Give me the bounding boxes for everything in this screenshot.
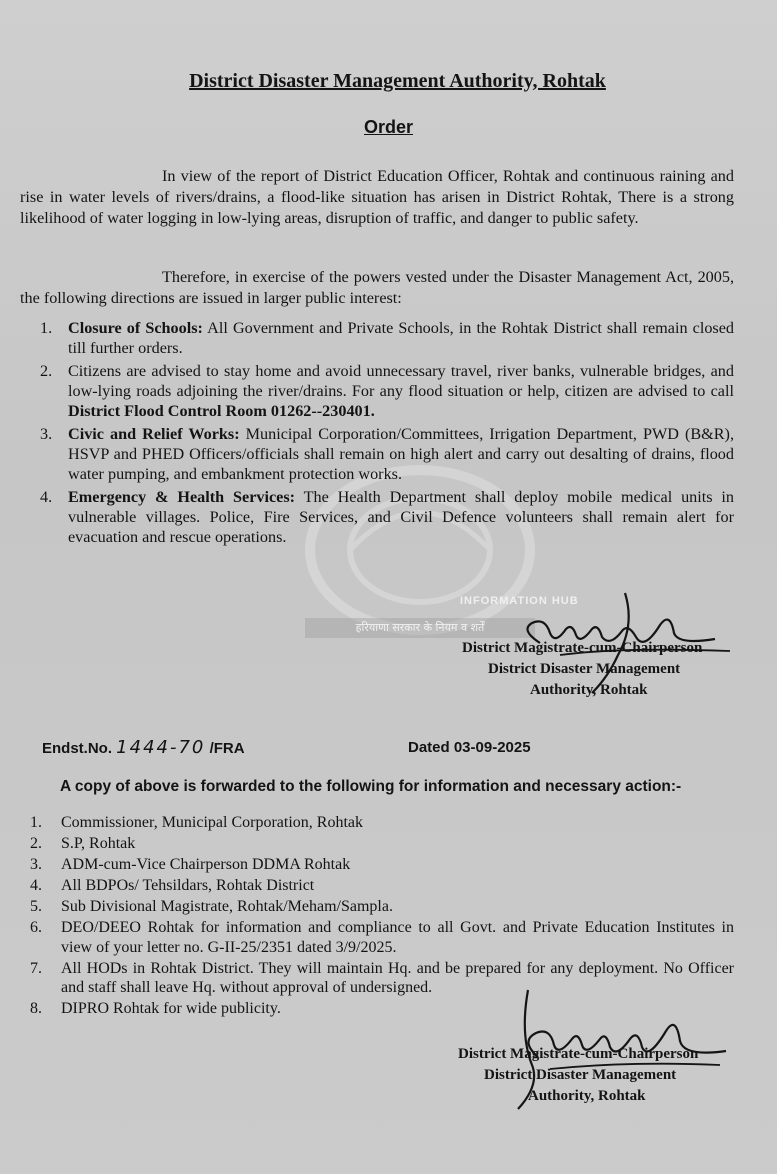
recipient-number: 6. [30, 919, 42, 936]
recipient-number: 3. [30, 856, 42, 873]
endst-handwritten-number: 1444-70 [116, 737, 206, 758]
direction-text: Citizens are advised to stay home and avoid unnecessary travel, river banks, vulnerable bridges, and low-lying roads adjoining the river/drains. For any flood situation or help, citizen are advised to call [68, 362, 734, 400]
recipient-item [30, 813, 734, 833]
endst-suffix: /FRA [209, 740, 245, 757]
recipient-number: 1. [30, 814, 42, 831]
recipient-text: All HODs in Rohtak District. They will maintain Hq. and be prepared for any deployment. No Officer and staff shall leave Hq. without approval of undersigned. [61, 959, 734, 996]
direction-item [26, 361, 734, 421]
direction-heading: Closure of Schools: [68, 319, 203, 337]
endst-label: Endst.No. [42, 740, 112, 757]
recipient-text: DIPRO Rohtak for wide publicity. [61, 1000, 281, 1017]
recipient-text: DEO/DEEO Rohtak for information and compliance to all Govt. and Private Education Institutes in view of your letter no. G-II-25/2351 dated 3/9/2025. [61, 919, 734, 956]
recipient-item [30, 897, 734, 917]
endorsement-number [42, 737, 245, 758]
recipient-number: 7. [30, 959, 42, 977]
signatory-authority: District Disaster Management [484, 1067, 677, 1083]
recipient-item [30, 959, 734, 998]
recipient-item [30, 876, 734, 896]
recipient-item [30, 999, 734, 1019]
intro-paragraph: In view of the report of District Education Officer, Rohtak and continuous raining and rise in water levels of rivers/drains, a flood-like situation has arisen in District Rohtak, There is a strong likelihood of water logging in low-lying areas, disruption of traffic, and danger to public safety. [20, 167, 734, 227]
direction-number: 1. [40, 319, 53, 337]
signature-block-2 [458, 1044, 698, 1107]
signatory-authority: District Disaster Management [488, 661, 681, 677]
recipients-list [30, 813, 734, 1020]
order-heading: Order [363, 117, 414, 137]
direction-number: 3. [40, 425, 53, 443]
recipient-text: Sub Divisional Magistrate, Rohtak/Meham/Sampla. [61, 898, 393, 915]
direction-item [26, 318, 734, 358]
watermark-info-text: INFORMATION HUB [460, 595, 579, 607]
powers-paragraph: Therefore, in exercise of the powers vested under the Disaster Management Act, 2005, the following directions are issued in larger public interest: [20, 268, 734, 307]
directions-list [26, 318, 734, 550]
direction-number: 2. [40, 362, 53, 380]
direction-item [26, 424, 734, 484]
authority-title: District Disaster Management Authority, Rohtak [189, 70, 606, 92]
recipient-item [30, 855, 734, 875]
direction-text: All Government and Private Schools, in the Rohtak District shall remain closed till further orders. [68, 319, 735, 357]
direction-text: Municipal Corporation/Committees, Irrigation Department, PWD (B&R), HSVP and PHED Officers/officials shall remain on high alert and carry out desalting of drains, flood water pumping, and embankment protection works. [68, 425, 734, 483]
signatory-location: Authority, Rohtak [530, 682, 648, 698]
recipient-text: Commissioner, Municipal Corporation, Rohtak [61, 814, 363, 831]
direction-heading: Emergency & Health Services: [68, 488, 296, 506]
watermark-hindi-text: हरियाणा सरकार के नियम व शर्तें [305, 618, 535, 638]
direction-item [26, 487, 734, 547]
recipient-number: 5. [30, 898, 42, 915]
signatory-designation: District Magistrate-cum-Chairperson [458, 1046, 699, 1062]
recipient-text: ADM-cum-Vice Chairperson DDMA Rohtak [61, 856, 351, 873]
direction-number: 4. [40, 488, 53, 506]
dated-label: Dated 03-09-2025 [408, 739, 531, 756]
recipient-number: 4. [30, 877, 42, 894]
direction-heading: Civic and Relief Works: [68, 425, 240, 443]
recipient-number: 2. [30, 835, 42, 852]
direction-text: The Health Department shall deploy mobile medical units in vulnerable villages. Police, Fire Services, and Civil Defence volunteers shall remain alert for evacuation and rescue operations. [68, 488, 734, 546]
recipient-text: S.P, Rohtak [61, 835, 136, 852]
signatory-location: Authority, Rohtak [528, 1088, 646, 1104]
signature-block-1 [462, 638, 702, 701]
signatory-designation: District Magistrate-cum-Chairperson [462, 640, 703, 656]
recipient-text: All BDPOs/ Tehsildars, Rohtak District [61, 877, 315, 894]
recipient-item [30, 918, 734, 957]
copy-forwarded-line: A copy of above is forwarded to the following for information and necessary action:- [60, 778, 682, 795]
recipient-item [30, 834, 734, 854]
recipient-number: 8. [30, 1000, 42, 1017]
flood-control-room-number: District Flood Control Room 01262--230401. [68, 402, 375, 420]
